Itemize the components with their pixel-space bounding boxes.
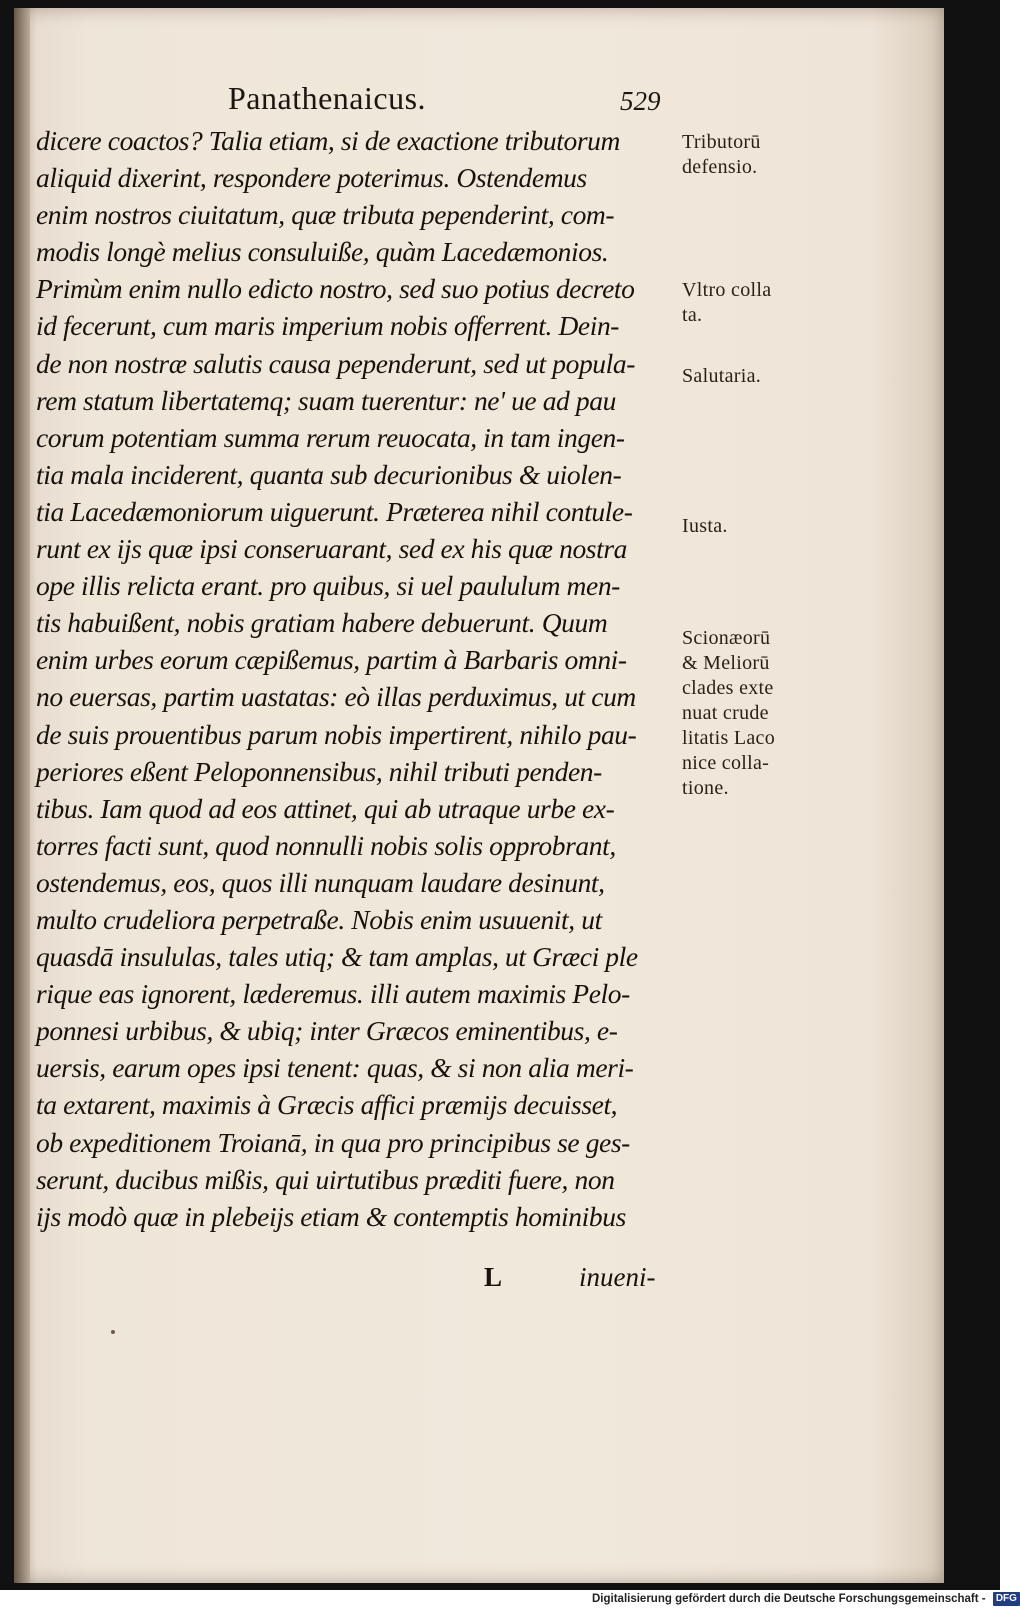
- text-line: ponnesi urbibus, & ubiq; inter Græcos eminentibus, e-: [36, 1015, 618, 1047]
- marginal-note-line: & Meliorū: [682, 652, 770, 674]
- text-line: corum potentiam summa rerum reuocata, in tam ingen-: [36, 421, 625, 453]
- text-line: torres facti sunt, quod nonnulli nobis solis opprobrant,: [36, 829, 616, 861]
- credit-text: Digitalisierung gefördert durch die Deutsche Forschungsgemeinschaft -: [592, 1593, 986, 1605]
- running-title: Panathenaicus.: [228, 80, 427, 116]
- page-header: [14, 72, 944, 122]
- text-line: aliquid dixerint, respondere poterimus. Ostendemus: [36, 162, 587, 194]
- ink-speck: [111, 1330, 115, 1334]
- text-line: Primùm enim nullo edicto nostro, sed suo potius decreto: [36, 273, 635, 305]
- text-line: uersis, earum opes ipsi tenent: quas, & si non alia meri-: [36, 1052, 634, 1084]
- digitization-credit: [592, 1589, 1020, 1609]
- text-line: quasdā insululas, tales utiq; & tam amplas, ut Græci ple: [36, 941, 638, 973]
- text-line: ostendemus, eos, quos illi nunquam laudare desinunt,: [36, 866, 605, 898]
- marginal-note-line: Tributorū: [682, 131, 761, 153]
- marginal-note: [682, 364, 761, 389]
- text-line: enim nostros ciuitatum, quæ tributa pependerint, com-: [36, 199, 615, 231]
- marginal-note-line: Vltro colla: [682, 279, 772, 301]
- text-line: de suis prouentibus parum nobis impertirent, nihilo pau-: [36, 718, 637, 750]
- page-gutter: [14, 8, 30, 1583]
- marginal-note: [682, 278, 771, 328]
- text-line: tibus. Iam quod ad eos attinet, qui ab utraque urbe ex-: [36, 792, 615, 824]
- text-line: no euersas, partim uastatas: eò illas perduximus, ut cum: [36, 681, 636, 713]
- text-line: periores eßent Peloponnensibus, nihil tributi penden-: [36, 755, 602, 787]
- text-line: modis longè melius consuluiße, quàm Lacedæmonios.: [36, 236, 609, 268]
- dfg-logo: DFG: [993, 1592, 1020, 1606]
- text-line: runt ex ijs quæ ipsi conseruarant, sed ex his quæ nostra: [36, 533, 627, 565]
- marginal-note-line: nuat crude: [682, 702, 769, 724]
- marginal-note-line: defensio.: [682, 156, 758, 178]
- marginal-note-line: Scionæorū: [682, 627, 771, 649]
- main-text-column: [36, 122, 686, 1235]
- signature-mark: L: [484, 1262, 503, 1292]
- text-line: de non nostræ salutis causa pependerunt, sed ut popula-: [36, 347, 636, 379]
- text-line: ob expeditionem Troianā, in qua pro principibus se ges-: [36, 1126, 630, 1158]
- marginal-note-line: clades exte: [682, 677, 774, 699]
- text-line: ta extarent, maximis à Græcis affici præmijs decuisset,: [36, 1089, 618, 1121]
- marginal-note-line: Salutaria.: [682, 365, 762, 387]
- marginal-note: [682, 130, 761, 180]
- text-line: multo crudeliora perpetraße. Nobis enim usuuenit, ut: [36, 903, 602, 935]
- text-line: tia mala inciderent, quanta sub decurionibus & uiolen-: [36, 458, 622, 490]
- marginal-note-line: litatis Laco: [682, 727, 776, 749]
- marginal-note: [682, 626, 775, 801]
- marginal-note-line: Iusta.: [682, 515, 728, 537]
- text-line: id fecerunt, cum maris imperium nobis offerrent. Dein-: [36, 310, 620, 342]
- text-line: enim urbes eorum cæpißemus, partim à Barbaris omni-: [36, 644, 627, 676]
- text-line: ope illis relicta erant. pro quibus, si uel paululum men-: [36, 570, 620, 602]
- marginal-note-line: nice colla-: [682, 752, 770, 774]
- text-line: rique eas ignorent, læderemus. illi autem maximis Pelo-: [36, 978, 630, 1010]
- marginal-note-line: tione.: [682, 777, 729, 799]
- book-page: [14, 8, 944, 1583]
- text-line: tis habuißent, nobis gratiam habere debuerunt. Quum: [36, 607, 608, 639]
- text-line: ijs modò quæ in plebeijs etiam & contemptis hominibus: [36, 1200, 626, 1232]
- catchword: inueni-: [579, 1262, 656, 1292]
- page-number: 529: [620, 86, 661, 116]
- text-line: dicere coactos? Talia etiam, si de exactione tributorum: [36, 125, 620, 156]
- marginal-note: [682, 514, 728, 539]
- text-line: serunt, ducibus mißis, qui uirtutibus præditi fuere, non: [36, 1163, 615, 1195]
- text-line: rem statum libertatemq; suam tuerentur: ne' ue ad pau: [36, 384, 616, 416]
- text-line: tia Lacedæmoniorum uiguerunt. Præterea nihil contule-: [36, 495, 633, 527]
- marginal-note-line: ta.: [682, 304, 703, 326]
